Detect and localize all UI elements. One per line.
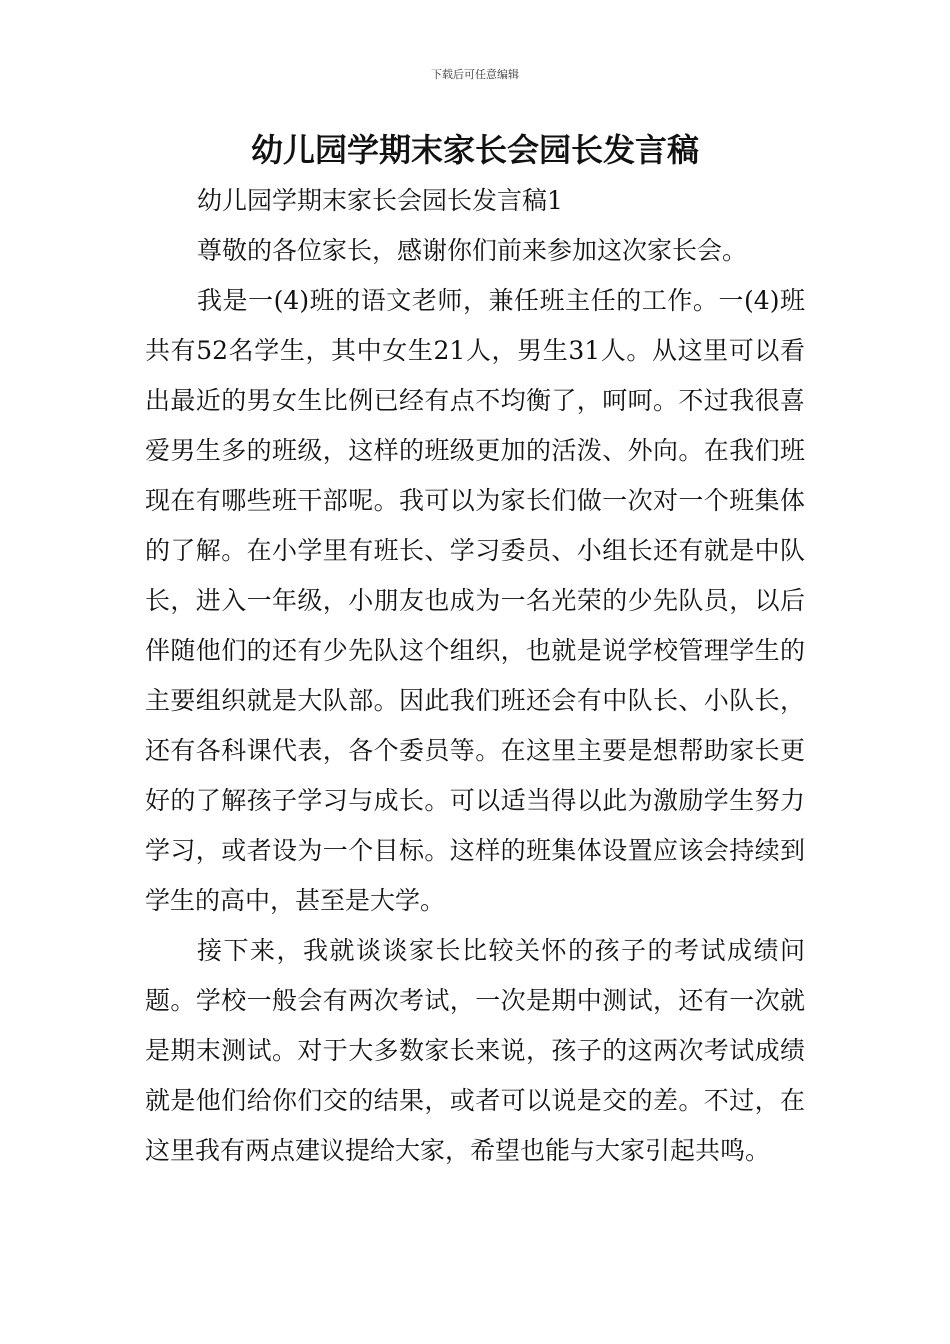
- document-title: 幼儿园学期末家长会园长发言稿: [250, 131, 699, 169]
- exam-paragraph: 接下来，我就谈谈家长比较关怀的孩子的考试成绩问题。学校一般会有两次考试，一次是期中测试，还有一次就是期末测试。对于大多数家长来说，孩子的这两次考试成绩就是他们给你们交的结果，或者可以说是交的差。不过，在这里我有两点建议提给大家，希望也能与大家引起共鸣。: [145, 936, 805, 1165]
- class-intro-paragraph: 我是一(4)班的语文老师，兼任班主任的工作。一(4)班共有52名学生，其中女生21人，男生31人。从这里可以看出最近的男女生比例已经有点不均衡了，呵呵。不过我很喜爱男生多的班级，这样的班级更加的活泼、外向。在我们班现在有哪些班干部呢。我可以为家长们做一次对一个班集体的了解。在小学里有班长、学习委员、小组长还有就是中队长，进入一年级，小朋友也成为一名光荣的少先队员，以后伴随他们的还有少先队这个组织，也就是说学校管理学生的主要组织就是大队部。因此我们班还会有中队长、小队长，还有各科课代表，各个委员等。在这里主要是想帮助家长更好的了解孩子学习与成长。可以适当得以此为激励学生努力学习，或者设为一个目标。这样的班集体设置应该会持续到学生的高中，甚至是大学。: [145, 286, 805, 915]
- document-body: [145, 176, 805, 1176]
- greeting-paragraph: 尊敬的各位家长，感谢你们前来参加这次家长会。: [197, 236, 748, 265]
- subtitle-paragraph: 幼儿园学期末家长会园长发言稿1: [197, 186, 563, 215]
- header-note: 下载后可任意编辑: [431, 68, 519, 81]
